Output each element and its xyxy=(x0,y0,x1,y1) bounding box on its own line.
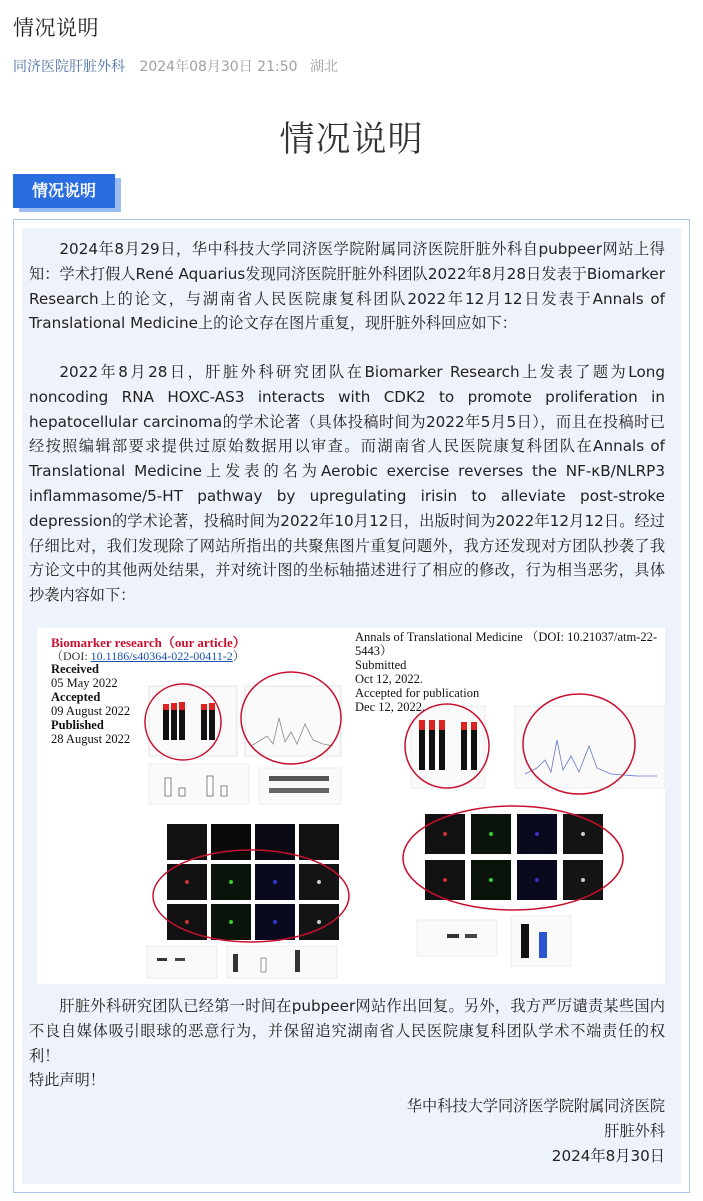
doi-prefix: （DOI: xyxy=(51,649,91,663)
signature-date: 2024年8月30日 xyxy=(551,1147,665,1165)
signature-dept: 肝脏外科 xyxy=(604,1122,665,1140)
figure-left-title: Biomarker research（our article） xyxy=(51,635,246,650)
figure-right-info xyxy=(355,630,665,714)
doi-suffix: ） xyxy=(232,649,245,663)
paragraph-closing: 特此声明！ xyxy=(29,1071,105,1089)
received-label: Received xyxy=(51,662,99,676)
right-accepted-date: Dec 12, 2022. xyxy=(355,700,426,714)
article-meta xyxy=(13,56,338,76)
article-header-title: 情况说明 xyxy=(13,16,99,40)
section-badge xyxy=(13,174,121,212)
published-label: Published xyxy=(51,718,104,732)
publish-datetime: 2024年08月30日 21:50 xyxy=(139,59,298,75)
badge-label: 情况说明 xyxy=(13,174,115,208)
paragraph-intro: 2024年8月29日，华中科技大学同济医学院附属同济医院肝脏外科自pubpeer网站上得知：学术打假人René Aquarius发现同济医院肝脏外科团队2022年8月28日发表于Biomarker Research上的论文，与湖南省人民医院康复科团队2022年12月12日发表于Annals of Translational Medicine上的论文存在图片重复，现肝脏外科回应如下： xyxy=(29,240,665,333)
signature-block xyxy=(407,1094,665,1169)
main-title: 情况说明 xyxy=(279,120,424,160)
published-date: 28 August 2022 xyxy=(51,732,131,746)
account-name-link[interactable]: 同济医院肝脏外科 xyxy=(13,59,125,75)
right-accepted-label: Accepted for publication xyxy=(355,686,480,700)
right-microscopy-grid xyxy=(425,814,603,900)
comparison-figure xyxy=(37,628,665,984)
received-date: 05 May 2022 xyxy=(51,676,118,690)
accepted-date: 09 August 2022 xyxy=(51,704,131,718)
right-submitted-date: Oct 12, 2022. xyxy=(355,672,424,686)
right-submitted-label: Submitted xyxy=(355,658,407,672)
paragraph-details: 2022年8月28日，肝脏外科研究团队在Biomarker Research上发表了题为Long noncoding RNA HOXC-AS3 interacts with CDK2 to promote proliferation in hepatocellular carcinoma的学术论著（具体投稿时间为2022年5月5日），而且在投稿时已经按照编辑部要求提供过原始数据用以审查。而湖南省人民医院康复科团队在Annals of Translational Medicine上发表的名为Aerobic exercise reverses the NF-κB/NLRP3 inflammasome/5-HT pathway by upregulating irisin to alleviate post-stroke depression的学术论著，投稿时间为2022年10月12日，出版时间为2022年12月12日。经过仔细比对，我们发现除了网站所指出的共聚焦图片重复问题外，我方还发现对方团队抄袭了我方论文中的其他两处结果，并对统计图的坐标轴描述进行了相应的修改，行为相当恶劣，具体抄袭内容如下： xyxy=(29,363,665,605)
figure-right-title: Annals of Translational Medicine （DOI: 10.21037/atm-22-5443） xyxy=(355,630,658,658)
figure-left-dates xyxy=(51,662,130,746)
left-microscopy-grid xyxy=(167,824,339,940)
publish-location: 湖北 xyxy=(309,59,338,75)
doi-link: 10.1186/s40364-022-00411-2 xyxy=(90,649,233,663)
accepted-label: Accepted xyxy=(51,690,101,704)
paragraph-response: 肝脏外科研究团队已经第一时间在pubpeer网站作出回复。另外，我方严厉谴责某些国内不良自媒体吸引眼球的恶意行为，并保留追究湖南省人民医院康复科团队学术不端责任的权利！ xyxy=(29,997,665,1065)
signature-org: 华中科技大学同济医学院附属同济医院 xyxy=(406,1097,665,1115)
